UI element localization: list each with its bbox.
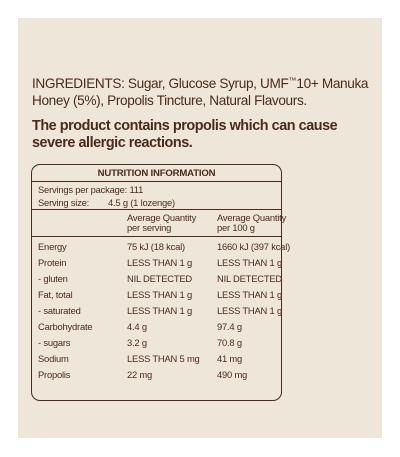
- serving-divider: [32, 209, 281, 210]
- nutrition-title: NUTRITION INFORMATION: [97, 168, 216, 179]
- trademark-symbol: ™: [288, 76, 297, 85]
- serving-size: [38, 197, 175, 208]
- column-header-per-100g-line-2: per 100 g: [217, 222, 255, 233]
- nutrient-per-serving: LESS THAN 1 g: [127, 305, 192, 316]
- nutrient-row-sodium: [32, 351, 281, 367]
- nutrient-per-serving: LESS THAN 1 g: [127, 257, 192, 268]
- nutrient-per-100g: LESS THAN 1 g: [217, 305, 282, 316]
- nutrient-row-fat-total: [32, 287, 281, 303]
- allergy-warning: The product contains propolis which can cause severe allergic reactions.: [32, 118, 338, 151]
- nutrient-per-serving: 75 kJ (18 kcal): [127, 241, 185, 252]
- nutrient-row-energy: [32, 239, 291, 255]
- nutrient-name: Energy: [38, 241, 67, 252]
- ingredients-list-end: 10+ Manuka Honey (5%), Propolis Tincture, Natural Flavours.: [32, 76, 369, 108]
- nutrient-per-serving: 3.2 g: [127, 337, 147, 348]
- nutrient-per-serving: 22 mg: [127, 369, 153, 380]
- serving-size-label: Serving size:: [38, 197, 90, 208]
- nutrient-row-saturated: [32, 303, 281, 319]
- nutrient-name: Carbohydrate: [38, 321, 93, 332]
- column-header-per-100g: [217, 213, 286, 233]
- header-divider: [32, 236, 281, 237]
- nutrient-row-protein: [32, 255, 281, 271]
- nutrient-name: - saturated: [38, 305, 81, 316]
- nutrient-per-100g: LESS THAN 1 g: [217, 257, 282, 268]
- nutrition-panel: [31, 164, 291, 401]
- nutrient-per-serving: LESS THAN 1 g: [127, 289, 192, 300]
- ingredients-list-start: : Sugar, Glucose Syrup, UMF: [121, 76, 289, 91]
- ingredients-heading: INGREDIENTS: [32, 76, 122, 91]
- nutrient-name: Fat, total: [38, 289, 73, 300]
- column-header-per-serving: [127, 213, 196, 233]
- nutrient-name: - sugars: [38, 337, 71, 348]
- nutrient-per-serving: NIL DETECTED: [127, 273, 192, 284]
- nutrient-name: Protein: [38, 257, 67, 268]
- nutrient-per-100g: 1660 kJ (397 kcal): [217, 241, 291, 252]
- nutrient-per-100g: 70.8 g: [217, 337, 242, 348]
- nutrient-name: Sodium: [38, 353, 69, 364]
- nutrient-row-carbohydrate: [32, 319, 281, 335]
- nutrient-per-100g: 97.4 g: [217, 321, 242, 332]
- ingredients-text: [32, 72, 376, 109]
- serving-size-value: 4.5 g (1 lozenge): [108, 197, 175, 208]
- nutrient-row-sugars: [32, 335, 281, 351]
- column-header-per-serving-line-1: Average Quantity: [127, 212, 197, 223]
- nutrient-per-100g: 490 mg: [217, 369, 248, 380]
- nutrient-per-serving: 4.4 g: [127, 321, 147, 332]
- nutrient-per-100g: LESS THAN 1 g: [217, 289, 282, 300]
- title-divider: [32, 181, 281, 182]
- label-panel: [18, 18, 382, 438]
- nutrient-name: Propolis: [38, 369, 71, 380]
- nutrient-name: - gluten: [38, 273, 68, 284]
- nutrient-row-gluten: [32, 271, 281, 287]
- nutrient-per-100g: NIL DETECTED: [217, 273, 282, 284]
- column-header-per-serving-line-2: per serving: [127, 222, 172, 233]
- nutrient-row-propolis: [32, 367, 281, 383]
- column-header-per-100g-line-1: Average Quantity: [217, 212, 287, 223]
- nutrient-per-serving: LESS THAN 5 mg: [127, 353, 200, 364]
- nutrient-per-100g: 41 mg: [217, 353, 243, 364]
- servings-per-package: Servings per package: 111: [38, 184, 144, 195]
